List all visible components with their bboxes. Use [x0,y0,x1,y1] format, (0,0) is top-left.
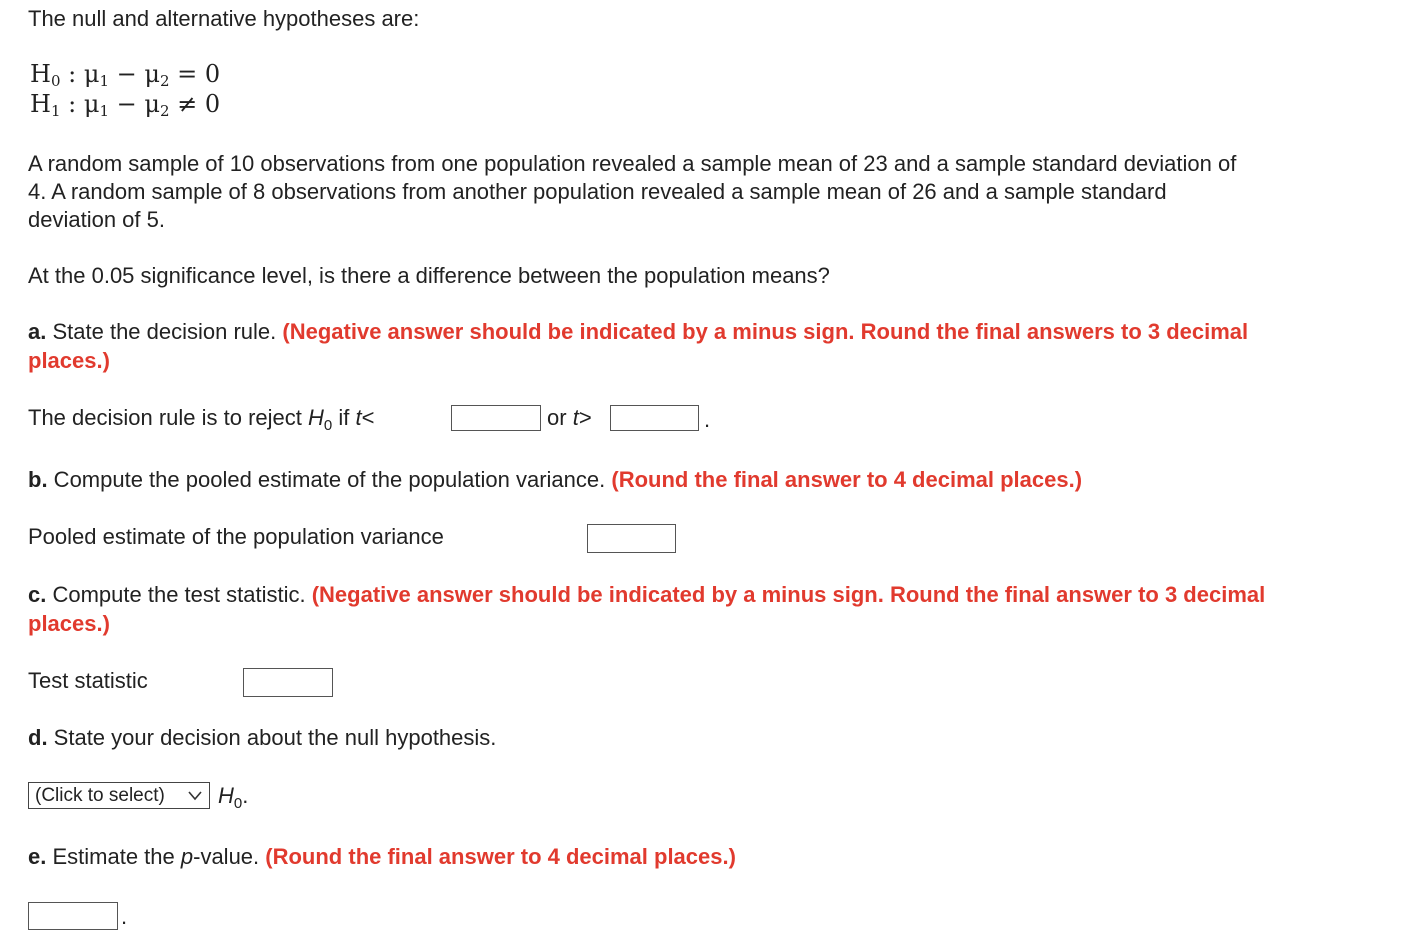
part-e-heading [28,843,736,871]
pooled-variance-label: Pooled estimate of the population variance [28,524,444,549]
h0-mu2: − μ [108,60,160,88]
rule-or: or [547,405,573,430]
decision-period: . [242,783,249,808]
rule-h: H [308,405,324,430]
rule-prefix: The decision rule is to reject [28,405,309,430]
part-a-note: (Negative answer should be indicated by a minus sign. Round the final answers to 3 decimal [282,319,1249,344]
question-text: At the 0.05 significance level, is there a difference between the population means? [28,263,830,288]
rule-h-sub: 0 [323,417,333,434]
part-b-label: b. [28,467,48,492]
problem-line-3: deviation of 5. [28,207,165,232]
part-e-label: e. [28,844,47,869]
part-c-note-cont: places.) [28,611,110,636]
lower-critical-value-input[interactable] [451,405,541,431]
part-a-text: State the decision rule. [46,319,283,344]
h0-mu2-sub: 2 [159,72,170,90]
decision-h0 [218,782,248,818]
part-e-p: p [180,844,194,869]
chevron-down-icon[interactable] [181,783,209,808]
part-e-note: (Round the final answer to 4 decimal places.) [265,844,736,869]
part-a-note-cont: places.) [28,348,110,373]
part-d-heading [28,724,496,752]
part-d-label: d. [28,725,48,750]
rule-t1: t [355,405,362,430]
decision-select-value: (Click to select) [35,785,165,806]
p-value-input[interactable] [28,902,118,930]
h0-symbol: H [30,60,51,88]
part-a-heading [28,318,1248,346]
h0-subscript: 0 [50,72,61,90]
h1-symbol: H [30,90,51,118]
alt-hypothesis [30,89,220,126]
part-b-note: (Round the final answer to 4 decimal places.) [611,467,1083,492]
h1-mu2-sub: 2 [159,102,170,120]
h1-subscript: 1 [50,102,61,120]
pooled-variance-input[interactable] [587,524,676,553]
rule-or-t [547,404,592,432]
part-b-text: Compute the pooled estimate of the population variance. [47,467,612,492]
part-b-heading [28,466,1082,494]
part-c-text: Compute the test statistic. [46,582,312,607]
part-c-heading [28,581,1265,609]
decision-rule-text [28,404,374,440]
upper-critical-value-input[interactable] [610,405,699,431]
rule-period: . [704,407,711,432]
part-c-note: (Negative answer should be indicated by a minus sign. Round the final answer to 3 decimal [311,582,1266,607]
h0-mu1-sub: 1 [99,72,109,90]
rule-if: if [332,405,356,430]
h1-mu2: − μ [108,90,160,118]
h0-relation: = 0 [169,60,221,88]
p-value-period: . [121,904,128,929]
intro-text: The null and alternative hypotheses are: [28,6,420,31]
test-statistic-input[interactable] [243,668,333,697]
h0-mu1: : μ [60,60,100,88]
h1-mu1: : μ [60,90,100,118]
decision-h-sub: 0 [233,795,243,812]
problem-line-2: 4. A random sample of 8 observations from another population revealed a sample mean of 26 and a sample standard [28,179,1167,204]
h1-relation: ≠ 0 [169,90,221,118]
part-c-label: c. [28,582,47,607]
problem-line-1: A random sample of 10 observations from one population revealed a sample mean of 23 and a sample standard deviation of [28,151,1237,176]
part-e-text: Estimate the [46,844,181,869]
test-statistic-label: Test statistic [28,668,148,693]
decision-select[interactable] [28,782,210,809]
h1-mu1-sub: 1 [99,102,109,120]
part-a-label: a. [28,319,47,344]
part-e-text2: -value. [193,844,266,869]
rule-lt: < [361,405,375,430]
part-d-text: State your decision about the null hypothesis. [47,725,497,750]
rule-gt: > [578,405,592,430]
rule-t2: t [572,405,579,430]
decision-h: H [218,783,234,808]
